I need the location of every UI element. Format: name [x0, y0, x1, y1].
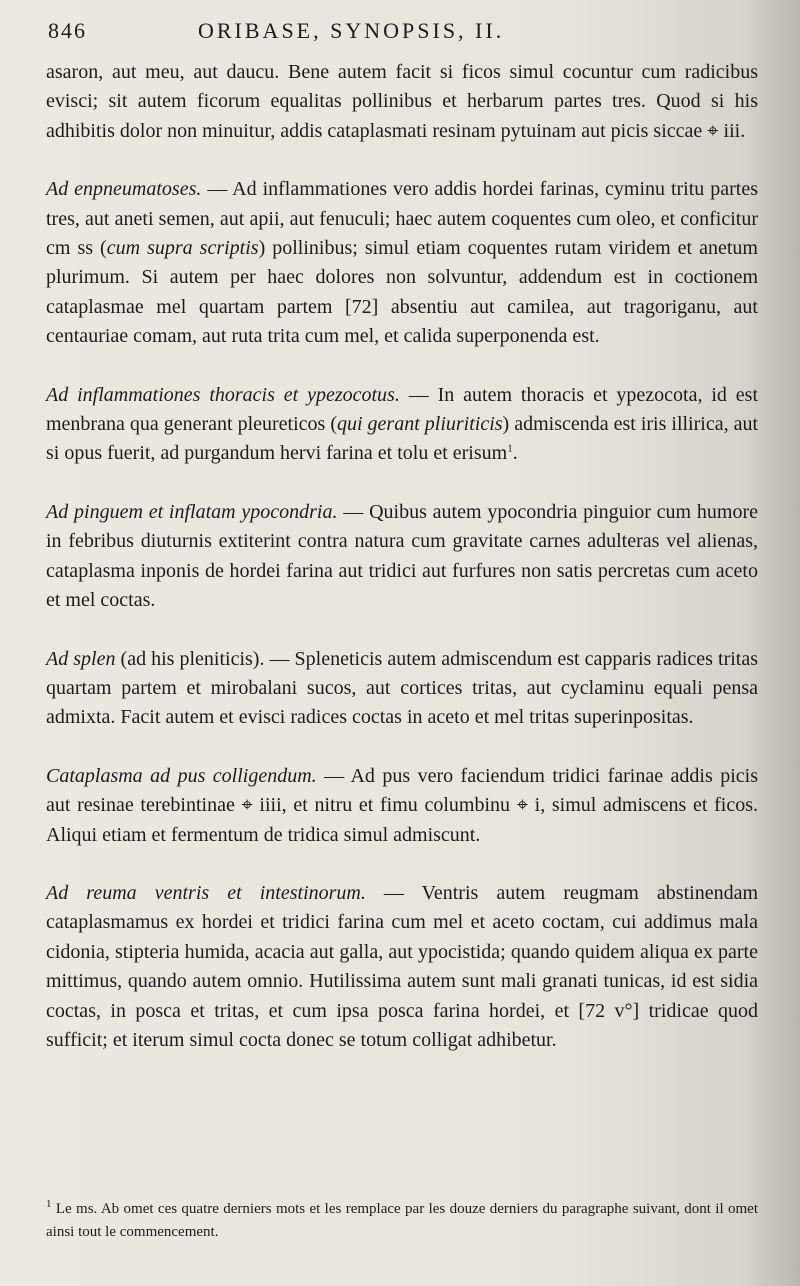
footnote-number: 1 [46, 1198, 52, 1210]
italic-gloss: cum supra scriptis [106, 237, 259, 260]
paragraph-splen [46, 645, 758, 733]
section-heading: Ad pinguem et inflatam ypocondria. [46, 500, 338, 523]
paragraph-text: (ad his pleniticis). — Spleneticis autem admiscendum est capparis radices tritas quartam partem et mirobalani sucos, aut cortices tritas, aut cyclaminu equali pensa admixta. Facit autem et evisci radices coctas in aceto et mel tritas superinpositas. [46, 647, 758, 729]
paragraph-cataplasma [46, 762, 758, 850]
page-number: 846 [48, 18, 87, 43]
section-heading: Cataplasma ad pus colligendum. [46, 764, 317, 787]
paragraph-text: — Ad pus vero faciendum tridici farinae addis picis aut resinae terebintinae ⌖ iiii, et nitru et fimu columbinu ⌖ i, simul admiscens et ficos. Aliqui etiam et fermentum de tridica simul admiscunt. [46, 764, 758, 846]
paragraph-text: ) pollinibus; simul etiam coquentes rutam viridem et anetum plurimum. Si autem per haec dolores non solvuntur, addendum est in coctionem cataplasmae mel quartam partem [72] absentiu aut camilea, aut tragoriganu, aut centauriae comam, aut ruta trita cum mel, et calida superponenda est. [46, 237, 758, 348]
running-title: ORIBASE, SYNOPSIS, II. [198, 18, 505, 43]
paragraph-text: — Quibus autem ypocondria pinguior cum humore in febribus diuturnis extiterint contra natura cum gravitate carnes adulteras vel alienas, cataplasma inponis de hordei farina aut tridici aut furfures non satis percretas cum aceto et mel coctas. [46, 500, 758, 612]
paragraph-text: asaron, aut meu, aut daucu. Bene autem facit si ficos simul cocuntur cum radicibus evisci; sit autem ficorum equalitas pollinibus et herbarum partes tres. Quod si his adhibitis dolor non minuitur, addis cataplasmati resinam pytuinam aut picis siccae ⌖ iii. [46, 61, 758, 142]
italic-gloss: qui gerant pliuriticis [336, 413, 503, 436]
paragraph-reuma [46, 879, 758, 1055]
section-heading: Ad splen [46, 647, 116, 670]
paragraph-continuation [46, 58, 758, 146]
section-heading: Ad inflammationes thoracis et ypezocotus. [46, 383, 400, 406]
paragraph-text: — Ad inflammationes vero addis hordei farinas, cyminu tritu partes tres, aut aneti semen, aut apii, aut fenuculi; haec autem coquentes cum oleo, et conficitur cm ss ( [46, 178, 758, 260]
paragraph-text: ) admiscenda est iris illirica, aut si opus fuerit, ad purgandum hervi farina et tolu et erisum [46, 413, 759, 465]
section-heading: Ad enpneumatoses. [46, 178, 202, 201]
paragraph-thoracis [46, 381, 758, 469]
footnote-text: Le ms. Ab omet ces quatre derniers mots et les remplace par les douze derniers du paragraphe suivant, dont il omet ainsi tout le commencement. [46, 1201, 758, 1240]
paragraph-ypocondria [46, 498, 758, 616]
paragraph-text: — In autem thoracis et ypezocota, id est menbrana qua generant pleureticos ( [46, 383, 758, 436]
paragraph-text: — Ventris autem reugmam abstinendam cataplasmamus ex hordei et tridici farina cum mel et aceto coctam, cui addimus mala cidonia, stipteria humida, acacia aut galla, aut ypocistida; quando quidem aliqua ex parte mittimus, quando autem omnio. Hutilissima autem sunt mali granati tunicas, id est sidia coctas, in posca et tritas, et cum ipsa posca farina hordei, et [72 v°] tridicae quod sufficit; et iterum simul cocta donec se totum colligat adhibetur. [46, 881, 759, 1051]
main-text [46, 58, 758, 1055]
page-header [48, 18, 760, 50]
paragraph-text: . [512, 442, 518, 465]
footnote-reference: 1 [507, 442, 513, 455]
paragraph-enpneumatoses [46, 175, 758, 351]
section-heading: Ad reuma ventris et intestinorum. [46, 881, 366, 904]
footnote [46, 1198, 758, 1244]
